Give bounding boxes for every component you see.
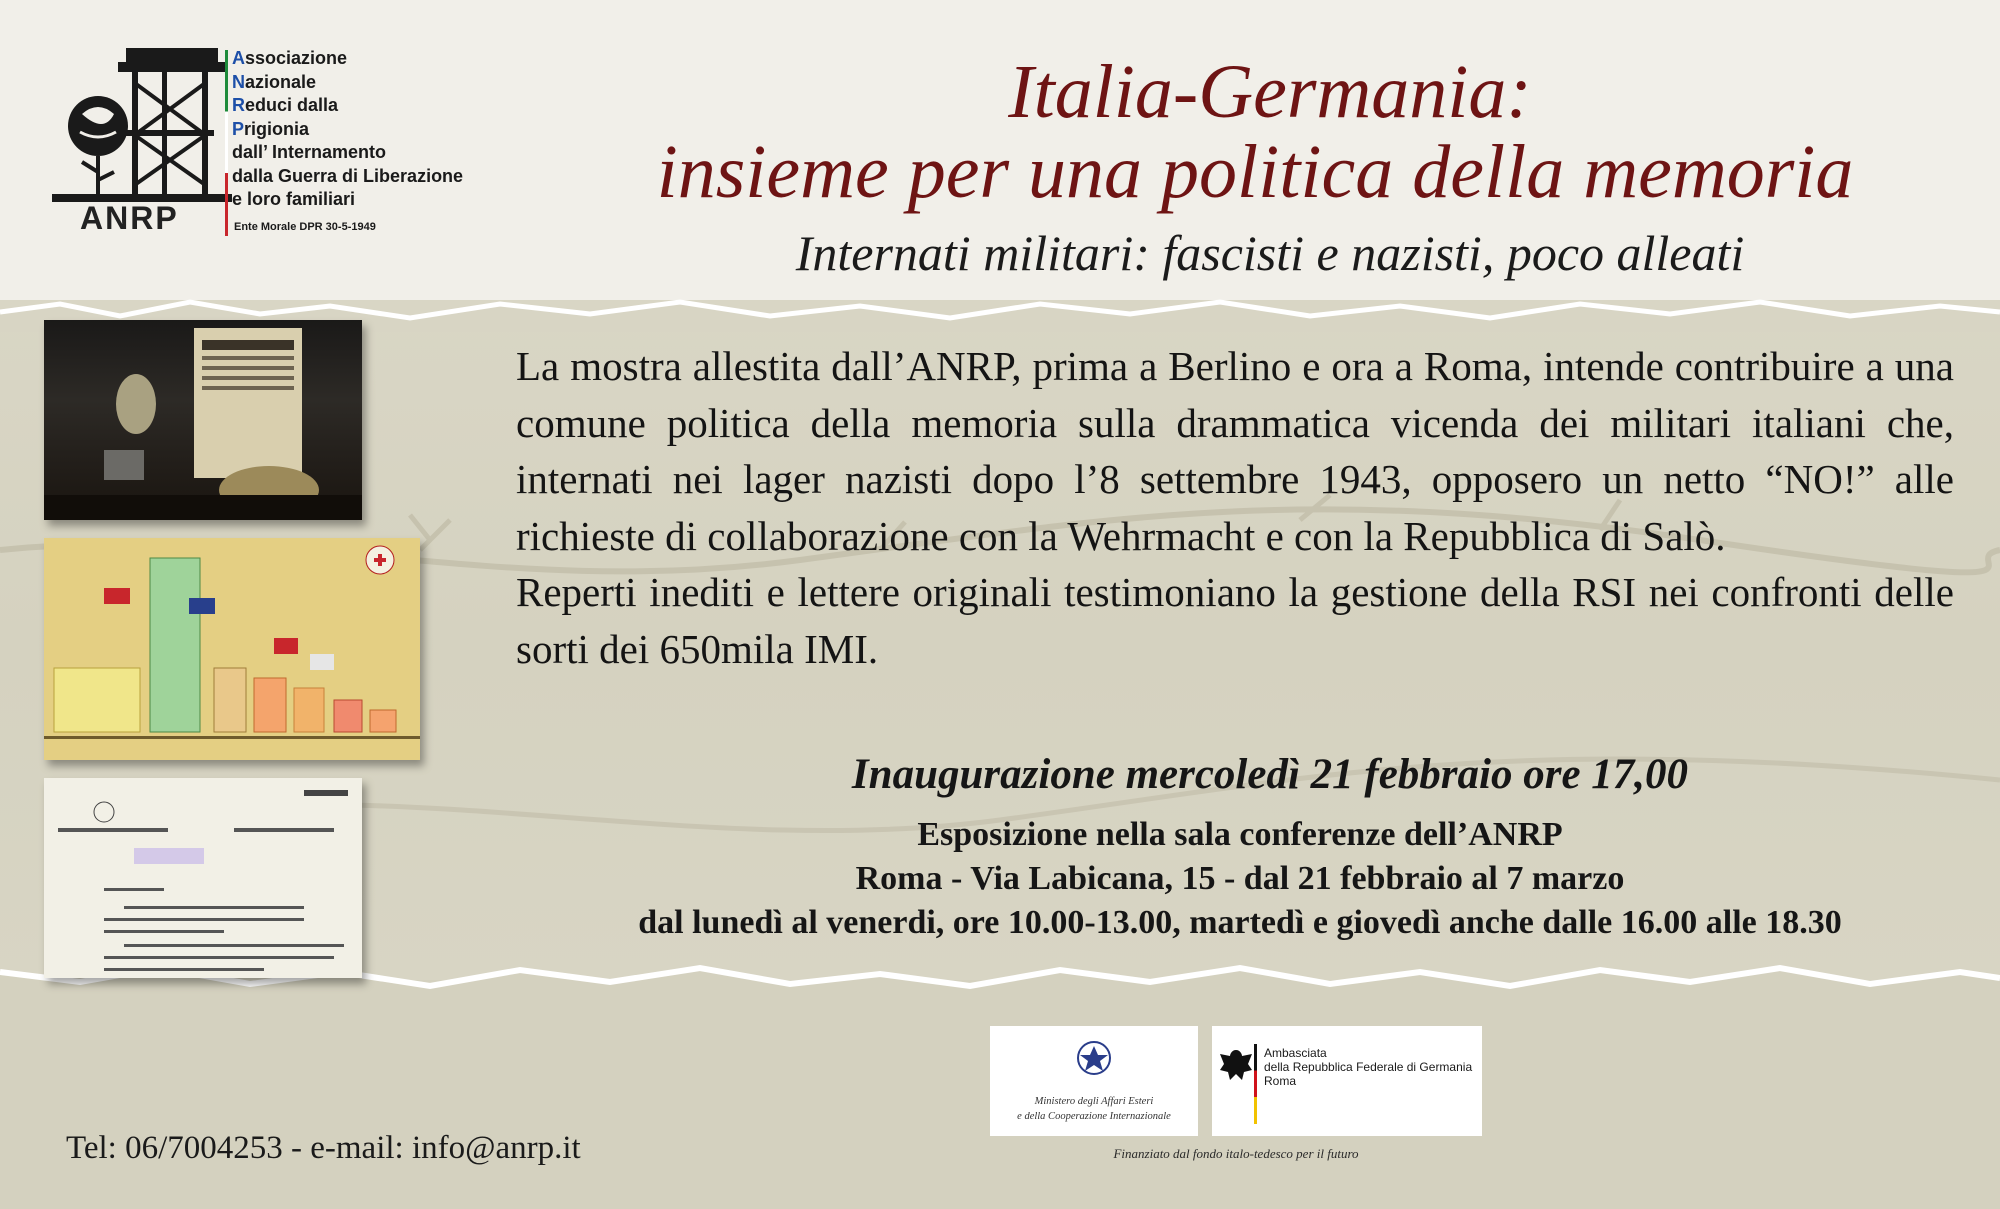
event-opening-hours: dal lunedì al venerdi, ore 10.00-13.00, martedì e giovedì anche dalle 16.00 alle 18.30 — [638, 904, 1842, 941]
page-title-line1: Italia-Germania: — [1008, 50, 1532, 134]
letter-image — [44, 778, 362, 978]
page-subtitle: Internati militari: fascisti e nazisti, poco alleati — [795, 225, 1745, 281]
german-flag-bar — [1254, 1044, 1257, 1124]
association-line: Associazione — [232, 48, 348, 68]
association-line: dalla Guerra di Liberazione — [232, 165, 464, 186]
contact-info: Tel: 06/7004253 - e-mail: info@anrp.it — [66, 1130, 581, 1166]
event-address-dates: Roma - Via Labicana, 15 - dal 21 febbraio al 7 marzo — [855, 860, 1625, 897]
german-eagle-icon — [1216, 1046, 1256, 1086]
exhibit-case-image — [44, 320, 362, 520]
prisoners-chart-poster — [44, 538, 420, 760]
event-details — [500, 813, 1980, 945]
page-title-line2: insieme per una politica della memoria — [656, 130, 1854, 214]
ministry-name: Ministero degli Affari Esteri e della Cooperazione Internazionale — [1017, 1096, 1171, 1122]
event-venue: Esposizione nella sala conferenze dell’ANRP — [917, 816, 1563, 853]
ministry-logo-box — [990, 1026, 1198, 1136]
german-embassy-logo-box — [1212, 1026, 1482, 1136]
chart-poster-image — [44, 538, 420, 760]
description-paragraph: La mostra allestita dall’ANRP, prima a Berlino e ora a Roma, intende contribuire a una comune politica della memoria sulla drammatica vicenda dei militari italiani che, internati nei lager nazisti dopo l’8 settembre 1943, opposero un netto “NO!” alle richieste di collaborazione con la Wehrmacht e con la Repubblica di Salò. — [516, 343, 1954, 559]
association-line: dall’ Internamento — [232, 142, 387, 162]
funding-note: Finanziato dal fondo italo-tedesco per il futuro — [1113, 1146, 1359, 1161]
exhibition-description — [516, 338, 1954, 677]
inauguration-text: Inaugurazione mercoledì 21 febbraio ore 17,00 — [851, 751, 1689, 798]
association-line: e loro familiari — [232, 189, 356, 209]
association-line: Prigionia — [232, 118, 310, 139]
description-paragraph: Reperti inediti e lettere originali testimoniano la gestione della RSI nei confronti delle sorti dei 650mila IMI. — [516, 569, 1954, 672]
association-line: Nazionale — [232, 71, 317, 92]
italian-emblem-icon — [990, 1026, 1198, 1096]
logo-acronym: ANRP — [80, 200, 179, 236]
embassy-letter-document — [44, 778, 362, 978]
german-embassy-name: Ambasciata della Repubblica Federale di Germania Roma — [1264, 1046, 1473, 1088]
italian-flag-bar — [225, 50, 228, 236]
exhibit-case-photo — [44, 320, 362, 520]
association-name — [232, 47, 463, 212]
ente-morale-text: Ente Morale DPR 30-5-1949 — [234, 221, 376, 233]
association-line: Reduci dalla — [232, 95, 339, 115]
